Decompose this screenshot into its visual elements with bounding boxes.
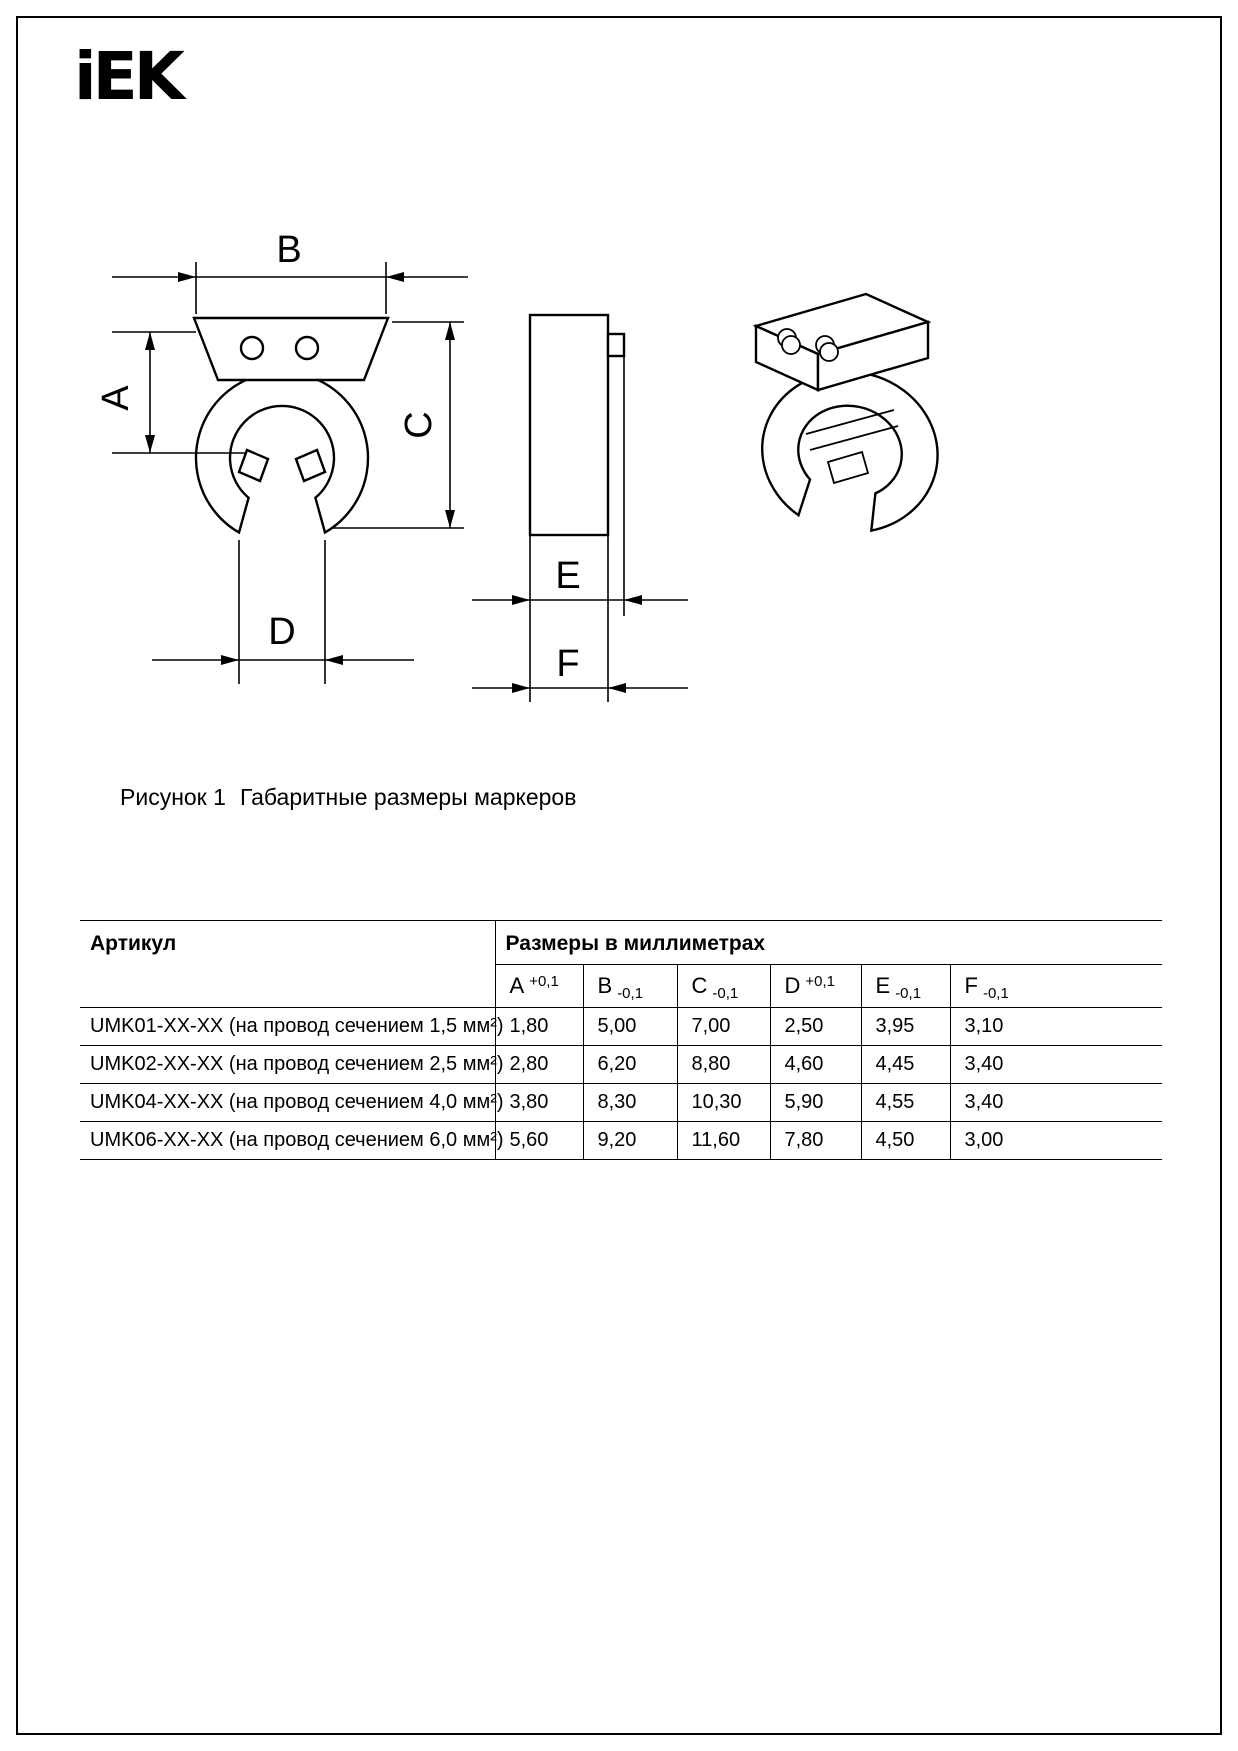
marker-head: [194, 318, 388, 380]
marker-tooth-left: [239, 450, 268, 481]
tolerance: -0,1: [712, 985, 739, 1002]
value-cell: 5,00: [583, 1008, 677, 1046]
arrow: [445, 322, 455, 340]
figure-number: Рисунок 1: [120, 784, 226, 810]
value-cell: 4,45: [861, 1046, 950, 1084]
column-header-e: E $_{-0,1}$: [861, 965, 950, 1008]
dim-label-d: D: [268, 611, 296, 653]
column-header-article: Артикул: [80, 921, 495, 1008]
value-cell: 4,60: [770, 1046, 861, 1084]
value-cell: 8,80: [677, 1046, 770, 1084]
article-cell: UMK06-XX-XX (на провод сечением 6,0 мм²): [80, 1122, 495, 1160]
value-cell: 5,90: [770, 1084, 861, 1122]
value-cell: 4,55: [861, 1084, 950, 1122]
figure-caption: [120, 784, 576, 811]
column-header-dimensions: Размеры в миллиметрах: [495, 921, 1162, 965]
column-header-d: D $^{+0,1}$: [770, 965, 861, 1008]
arrow: [221, 655, 239, 665]
marker-3d-view: [756, 294, 938, 531]
tolerance: +0,1: [529, 973, 559, 990]
arrow: [145, 435, 155, 453]
marker-hole-right: [296, 337, 318, 359]
arrow: [624, 595, 642, 605]
value-cell: 3,80: [495, 1084, 583, 1122]
tolerance: -0,1: [895, 985, 922, 1002]
table-header-row-1: [80, 921, 1162, 965]
arrow: [325, 655, 343, 665]
marker-side-body: [530, 315, 608, 535]
arrow: [445, 510, 455, 528]
value-cell: 2,50: [770, 1008, 861, 1046]
tolerance: -0,1: [617, 985, 644, 1002]
ring-3d: [762, 372, 937, 531]
value-cell: 8,30: [583, 1084, 677, 1122]
value-cell: 4,50: [861, 1122, 950, 1160]
dimension-d: [152, 540, 414, 684]
table-row: [80, 1084, 1162, 1122]
value-cell: 1,80: [495, 1008, 583, 1046]
dim-label-a: A: [95, 385, 137, 411]
table-row: [80, 1046, 1162, 1084]
value-cell: 10,30: [677, 1084, 770, 1122]
value-cell: 6,20: [583, 1046, 677, 1084]
table-row: [80, 1008, 1162, 1046]
figure-drawing: [0, 0, 1238, 770]
value-cell: 7,00: [677, 1008, 770, 1046]
dimensions-table: [80, 920, 1162, 1160]
dim-label-b: B: [276, 229, 302, 271]
value-cell: 3,40: [950, 1084, 1162, 1122]
marker-hole-left: [241, 337, 263, 359]
article-cell: UMK01-XX-XX (на провод сечением 1,5 мм²): [80, 1008, 495, 1046]
value-cell: 3,95: [861, 1008, 950, 1046]
tolerance: -0,1: [982, 985, 1009, 1002]
article-cell: UMK04-XX-XX (на провод сечением 4,0 мм²): [80, 1084, 495, 1122]
pin-front: [782, 336, 800, 354]
table-row: [80, 1122, 1162, 1160]
marker-tooth-right: [296, 450, 325, 481]
value-cell: 2,80: [495, 1046, 583, 1084]
arrow: [512, 683, 530, 693]
value-cell: 7,80: [770, 1122, 861, 1160]
dimension-e: [472, 535, 688, 702]
front-view: [194, 318, 388, 533]
value-cell: 11,60: [677, 1122, 770, 1160]
column-header-b: B $_{-0,1}$: [583, 965, 677, 1008]
arrow: [386, 272, 404, 282]
arrow: [145, 332, 155, 350]
dim-label-e: E: [555, 555, 581, 597]
arrow: [608, 683, 626, 693]
column-header-a: A $^{+0,1}$: [495, 965, 583, 1008]
pin-front: [820, 343, 838, 361]
value-cell: 3,00: [950, 1122, 1162, 1160]
figure-title: Габаритные размеры маркеров: [239, 784, 577, 810]
value-cell: 3,40: [950, 1046, 1162, 1084]
tolerance: +0,1: [805, 973, 836, 990]
marker-side-tab: [608, 334, 624, 356]
value-cell: 9,20: [583, 1122, 677, 1160]
iek-logo: iEK: [74, 38, 181, 115]
column-header-c: C $_{-0,1}$: [677, 965, 770, 1008]
value-cell: 5,60: [495, 1122, 583, 1160]
arrow: [512, 595, 530, 605]
arrow: [178, 272, 196, 282]
dimension-b: [112, 229, 468, 314]
slot-tooth: [828, 452, 868, 483]
dim-label-f: F: [556, 643, 580, 685]
value-cell: 3,10: [950, 1008, 1162, 1046]
article-cell: UMK02-XX-XX (на провод сечением 2,5 мм²): [80, 1046, 495, 1084]
column-header-f: F $_{-0,1}$: [950, 965, 1162, 1008]
dim-label-c: C: [398, 411, 440, 439]
